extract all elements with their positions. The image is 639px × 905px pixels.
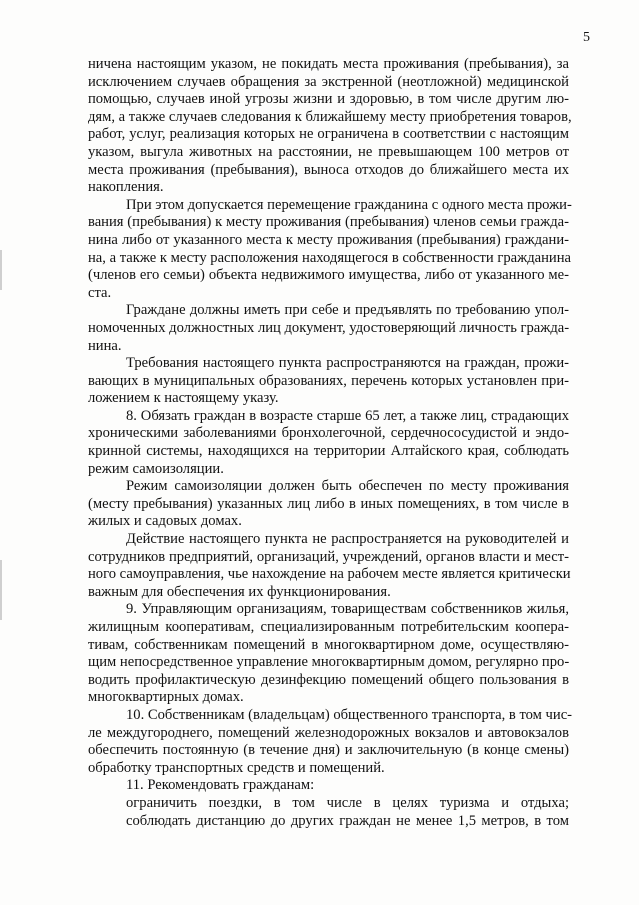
document-body <box>88 56 573 830</box>
text-line: соблюдать дистанцию до других граждан не менее 1,5 метров, в том <box>126 812 569 829</box>
text-line: на, а также к месту расположения находящегося в собственности гражданина <box>88 249 572 266</box>
text-line: обеспечить постоянную (в течение дня) и заключительную (в конце смены) <box>88 742 569 759</box>
text-line: важным для обеспечения их функционирования. <box>88 583 391 600</box>
text-line: Граждане должны иметь при себе и предъявлять по требованию упол- <box>126 302 569 319</box>
paragraph <box>88 478 569 531</box>
text-line: ложением к настоящему указу. <box>88 390 279 407</box>
text-line: Действие настоящего пункта не распространяется на руководителей и <box>126 531 569 548</box>
text-line: 11. Рекомендовать гражданам: <box>126 777 315 794</box>
text-line: вания (пребывания) к месту проживания (пребывания) членов семьи гражда- <box>88 214 569 231</box>
text-line: работ, услуг, реализация которых не ограничена в соответствии с настоящим <box>88 126 569 143</box>
text-line: накопления. <box>88 179 164 196</box>
text-line: многоквартирных домах. <box>88 689 244 706</box>
text-line: жилых и садовых домах. <box>88 513 242 530</box>
text-line: хроническими заболеваниями бронхолегочной, сердечнососудистой и эндо- <box>88 425 569 442</box>
scan-edge-mark <box>0 250 2 290</box>
text-line: обработку транспортных средств и помещений. <box>88 759 385 776</box>
paragraph <box>88 777 569 795</box>
paragraph <box>88 196 572 303</box>
scan-edge-mark <box>0 560 2 620</box>
text-line: вающих в муниципальных образованиях, перечень которых установлен при- <box>88 372 569 389</box>
paragraph <box>88 706 573 777</box>
text-line: (членов его семьи) объекта недвижимого имущества, либо от указанного ме- <box>88 267 569 284</box>
page-number: 5 <box>583 30 590 45</box>
text-line: кринной системы, находящихся на территории Алтайского края, соблюдать <box>88 443 569 460</box>
text-line: нина. <box>88 337 122 354</box>
text-line: При этом допускается перемещение гражданина с одного места прожи- <box>126 196 572 213</box>
paragraph <box>88 302 569 355</box>
text-line: режим самоизоляции. <box>88 460 224 477</box>
text-line: Режим самоизоляции должен быть обеспечен по месту проживания <box>126 478 569 495</box>
text-line: 10. Собственникам (владельцам) общественного транспорта, в том чис- <box>126 706 573 723</box>
text-line: 9. Управляющим организациям, товариществам собственников жилья, <box>126 601 569 618</box>
paragraph <box>88 601 569 707</box>
text-line: тивам, собственникам помещений в многоквартирном доме, осуществляю- <box>88 636 569 653</box>
paragraph <box>88 56 572 197</box>
text-line: номоченных должностных лиц документ, удостоверяющий личность гражда- <box>88 319 570 336</box>
text-line: помощью, случаев иной угрозы жизни и здоровью, в том числе другим лю- <box>88 91 569 108</box>
text-line: ле междугороднего, помещений железнодорожных вокзалов и автовокзалов <box>88 724 569 741</box>
text-line: 8. Обязать граждан в возрасте старше 65 лет, а также лиц, страдающих <box>126 407 569 424</box>
paragraph <box>88 813 569 831</box>
text-line: сотрудников предприятий, организаций, учреждений, органов власти и мест- <box>88 548 569 565</box>
text-line: водить профилактическую дезинфекцию помещений общего пользования в <box>88 671 569 688</box>
paragraph <box>88 531 569 601</box>
text-line: ограничить поездки, в том числе в целях туризма и отдыха; <box>126 794 569 811</box>
text-line: места проживания (пребывания), выноса отходов до ближайшего места их <box>88 161 569 178</box>
text-line: ста. <box>88 284 112 301</box>
text-line: щим непосредственное управление многоквартирным домом, регулярно про- <box>88 654 570 671</box>
text-line: указом, выгула животных на расстоянии, не превышающем 100 метров от <box>88 143 569 160</box>
paragraph <box>88 355 569 408</box>
text-line: Требования настоящего пункта распространяются на граждан, прожи- <box>126 355 569 372</box>
paragraph <box>88 795 569 813</box>
paragraph <box>88 408 569 478</box>
text-line: ничена настоящим указом, не покидать места проживания (пребывания), за <box>88 56 569 72</box>
text-line: жилищным кооперативам, специализированным потребительским коопера- <box>88 619 569 635</box>
text-line: дям, а также случаев следования к ближайшему месту приобретения товаров, <box>88 108 572 125</box>
text-line: нина либо от указанного места к месту проживания (пребывания) граждани- <box>88 231 569 248</box>
text-line: ного самоуправления, чье нахождение на рабочем месте является критически <box>88 566 571 583</box>
text-line: исключением случаев обращения за экстренной (неотложной) медицинской <box>88 73 569 90</box>
text-line: (месту пребывания) указанных лиц либо в иных помещениях, в том числе в <box>88 495 569 512</box>
